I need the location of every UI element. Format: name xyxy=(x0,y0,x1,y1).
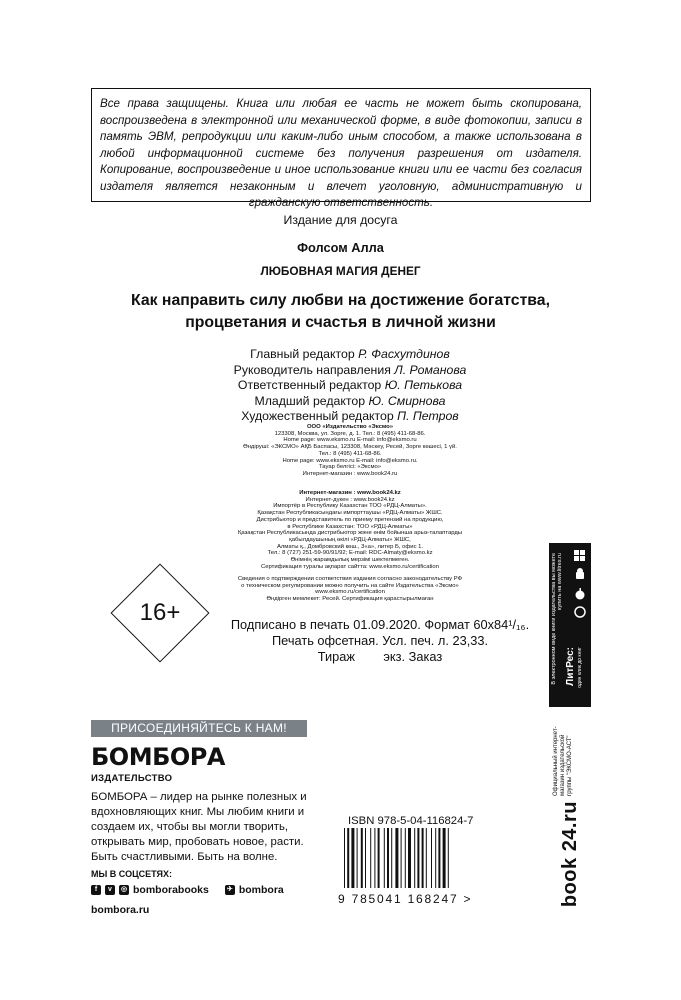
edition-type: Издание для досуга xyxy=(283,213,398,227)
book24-logo: book 24.ru xyxy=(559,801,581,908)
book-subtitle: Как направить силу любви на достижение богатства, процветания и счастья в личной жизни xyxy=(131,292,550,331)
editor-line: Главный редактор Р. Фасхутдинов xyxy=(250,347,450,361)
rights-notice-text: Все права защищены. Книга или любая ее часть не может быть скопирована, воспроизведена в электронной или механической форме, в виде фотокопии, записи в память ЭВМ, репродукции или каким-либо иным способом, а также использована в любой информационной системе без получения разрешения от издателя. Копирование, воспроизведение и иное использование книги или ее части без согласия издателя является незаконным и влечет уголовную, административную и гражданскую ответственность. xyxy=(100,97,582,209)
litres-text-2: купить на www.litres.ru xyxy=(557,553,563,610)
join-us-banner: ПРИСОЕДИНЯЙТЕСЬ К НАМ! xyxy=(91,720,307,737)
brand-logo: БОМБОРА xyxy=(91,743,225,771)
litres-app-icon xyxy=(574,605,586,617)
windows-icon xyxy=(574,549,586,561)
litres-tagline: один клик до книг xyxy=(577,647,583,688)
publisher-info: ООО «Издательство «Эксмо» 123308, Москва, ул. Зорге, д. 1. Тел.: 8 (495) 411-68-86. Home page: www.eksmo.ru E-mail: info@eksmo.ru Өндіруші: «ЭКСМО» АҚБ Баспасы, 123308, Мәскеу, Ресей, Зорге көшесі, 1 үй. Тел.: 8 (495) 411-68-86. Home page: www.eksmo.ru E-mail: info@eksmo.ru. Тауар белгісі: «Эксмо» Интернет-магазин : www.book24.ru xyxy=(243,424,457,477)
apple-icon xyxy=(574,587,586,599)
website-link[interactable]: bombora.ru xyxy=(91,904,150,916)
social-handle-bomborabooks[interactable]: bomborabooks xyxy=(133,884,209,896)
telegram-icon: ✈ xyxy=(225,885,235,895)
litres-text-1: В электронном виде книги издательства вы можете xyxy=(551,553,557,685)
book24-block xyxy=(553,716,593,916)
social-handle-bombora[interactable]: bombora xyxy=(238,884,284,896)
litres-strip-content xyxy=(549,543,591,707)
editors-list xyxy=(180,347,520,425)
editor-line: Младший редактор Ю. Смирнова xyxy=(254,393,446,408)
instagram-icon: ◎ xyxy=(120,886,128,893)
social-links xyxy=(91,884,284,896)
isbn: ISBN 978-5-04-116824-7 xyxy=(348,815,474,827)
brand-description: БОМБОРА – лидер на рынке полезных и вдохновляющих книг. Мы любим книги и создаем их, чтобы вы могли творить, открывать мир, пробовать новое, расти. Быть счастливыми. Быть на волне. xyxy=(91,791,307,863)
print-details: Подписано в печать 01.09.2020. Формат 60x84¹/₁₆. Печать офсетная. Усл. печ. л. 23,33. Тираж экз. Заказ xyxy=(230,617,530,664)
android-icon xyxy=(574,567,586,579)
editor-line: Художественный редактор П. Петров xyxy=(241,409,459,424)
vk-icon: v xyxy=(105,885,115,895)
author-name: Фолсом Алла xyxy=(297,240,384,255)
facebook-icon: f xyxy=(91,885,101,895)
brand-subtitle: ИЗДАТЕЛЬСТВО xyxy=(91,773,173,784)
barcode-digits: 9 785041 168247 > xyxy=(338,892,473,906)
social-heading: МЫ В СОЦСЕТЯХ: xyxy=(91,869,173,879)
certification-info: Сведения о подтверждении соответствия издания согласно законодательству РФ о техническом регулировании можно получить на сайте Издательства «Эксмо» www.eksmo.ru/certification Өндірген мемлекет: Ресей. Сертификация қарастырылмаған xyxy=(237,576,463,603)
barcode xyxy=(342,828,482,888)
book-title: ЛЮБОВНАЯ МАГИЯ ДЕНЕГ xyxy=(260,264,421,278)
age-rating: 16+ xyxy=(139,599,181,626)
editor-line: Руководитель направления Л. Романова xyxy=(233,362,467,377)
distributor-info: Интернет-магазин : www.book24.kz Интернет-дүкен : www.book24.kz Импортёр в Республику Казахстан ТОО «РДЦ-Алматы». Қазақстан Республикасындағы импорттаушы «РДЦ-Алматы» ЖШС. Дистрибьютор и представитель по приему претензий на продукцию, в Республике Казахстан: ТОО «РДЦ-Алматы» Қазақстан Республикасында дистрибьютор және өнім бойынша арыз-талаптарды қабылдаушының өкілі «РДЦ-Алматы» ЖШС, Алматы қ., Домбровский көш., 3«а», литер Б, офис 1. Тел.: 8 (727) 251-59-90/91/92; E-mail: RDC-Almaty@eksmo.kz Өнімнің жарамдылық мерзімі шектелмеген. Сертификация туралы ақпарат сайтта: www.eksmo.ru/certification xyxy=(237,490,463,570)
rights-notice-box xyxy=(91,88,591,209)
litres-logo: ЛитРес: xyxy=(565,647,576,686)
editor-line: Ответственный редактор Ю. Петькова xyxy=(237,378,463,393)
book24-text: Официальный интернет-магазин издательской группы "ЭКСМО-АСТ" xyxy=(553,726,573,796)
